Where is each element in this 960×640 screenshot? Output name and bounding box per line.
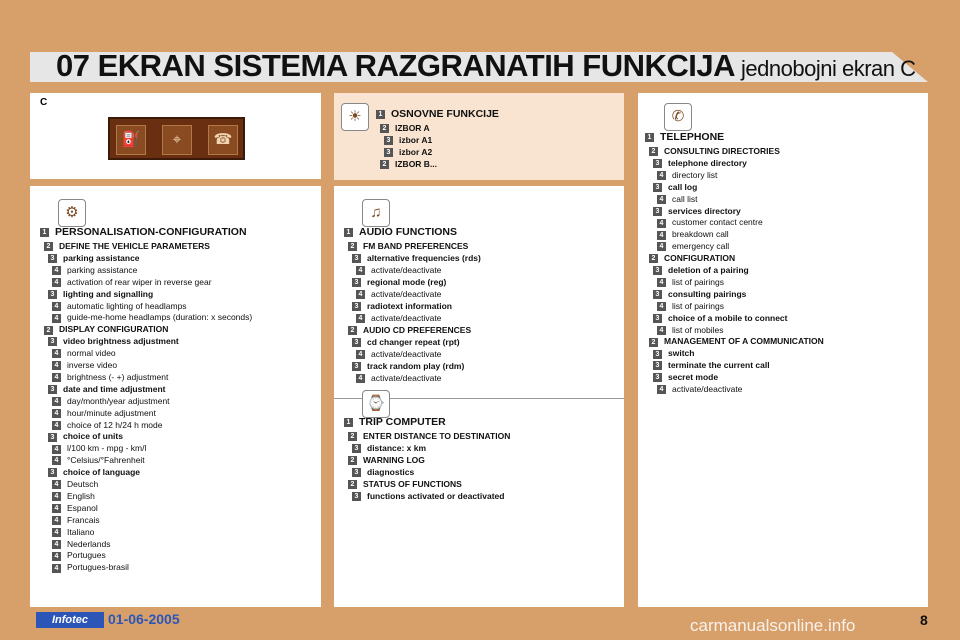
level-number-box: 3 — [352, 302, 361, 311]
item-label: activate/deactivate — [672, 384, 743, 394]
item-label: DEFINE THE VEHICLE PARAMETERS — [59, 241, 210, 251]
item-label: call list — [672, 193, 698, 204]
item-label: customer contact centre — [672, 217, 763, 228]
level-number-box: 4 — [52, 314, 61, 323]
level-number-box: 2 — [649, 147, 658, 156]
level-number-box: 4 — [52, 409, 61, 418]
personalisation-item — [52, 526, 94, 538]
item-label: Francais — [67, 514, 100, 525]
trip-item — [344, 416, 446, 428]
level-number-box: 3 — [653, 290, 662, 299]
telephone-item — [645, 131, 724, 143]
level-number-box: 3 — [384, 148, 393, 157]
level-number-box: 3 — [352, 254, 361, 263]
level-number-box: 3 — [352, 492, 361, 501]
personalisation-item — [52, 538, 110, 550]
level-number-box: 3 — [653, 183, 662, 192]
level-number-box: 3 — [352, 468, 361, 477]
item-label: choice of a mobile to connect — [668, 312, 788, 323]
item-label: ENTER DISTANCE TO DESTINATION — [363, 431, 511, 441]
audio-item — [356, 348, 441, 360]
page-title — [56, 48, 916, 84]
item-label: IZBOR B... — [395, 159, 438, 169]
mobile-phone-icon: ✆ — [664, 103, 692, 131]
item-label: English — [67, 490, 95, 501]
trip-item — [348, 430, 510, 442]
item-label: CONFIGURATION — [664, 253, 736, 264]
level-number-box: 3 — [352, 444, 361, 453]
audio-item — [352, 300, 452, 312]
item-label: secret mode — [668, 372, 719, 383]
item-label: deletion of a pairing — [668, 265, 749, 275]
telephone-item — [657, 240, 729, 252]
level-number-box: 4 — [657, 219, 666, 228]
level-number-box: 2 — [380, 124, 389, 133]
level-number-box: 4 — [356, 314, 365, 323]
level-number-box: 3 — [48, 337, 57, 346]
level-number-box: 2 — [44, 326, 53, 335]
page-number: 8 — [920, 612, 928, 628]
item-label: date and time adjustment — [63, 383, 166, 394]
personalisation-item — [48, 335, 179, 347]
item-label: regional mode (reg) — [367, 277, 447, 287]
level-number-box: 2 — [348, 456, 357, 465]
item-label: izbor A2 — [399, 147, 433, 157]
telephone-item — [653, 181, 697, 193]
item-label: izbor A1 — [399, 135, 433, 145]
infotec-logo: Infotec — [36, 612, 104, 628]
level-number-box: 3 — [48, 254, 57, 263]
audio-item — [352, 336, 460, 348]
telephone-item — [653, 347, 694, 359]
item-label: choice of units — [63, 431, 123, 442]
personalisation-item — [52, 359, 117, 371]
level-number-box: 4 — [52, 516, 61, 525]
item-label: brightness (- +) adjustment — [67, 371, 169, 382]
level-number-box: 4 — [52, 456, 61, 465]
audio-item — [356, 288, 441, 300]
telephone-item — [657, 383, 742, 395]
level-number-box: 2 — [348, 242, 357, 251]
personalisation-item — [52, 276, 212, 288]
item-label: activate/deactivate — [371, 313, 442, 323]
fuel-gauge-icon: ⛽ — [116, 125, 146, 155]
item-label: telephone directory — [668, 157, 747, 168]
item-label: PERSONALISATION-CONFIGURATION — [55, 226, 247, 238]
level-number-box: 4 — [657, 326, 666, 335]
audio-item — [352, 252, 481, 264]
item-label: directory list — [672, 169, 718, 180]
telephone-item — [657, 324, 724, 336]
personalisation-item — [52, 395, 170, 407]
personalisation-item — [52, 407, 156, 419]
level-number-box: 3 — [653, 350, 662, 359]
level-number-box: 2 — [348, 326, 357, 335]
item-label: TRIP COMPUTER — [359, 416, 446, 428]
item-label: OSNOVNE FUNKCIJE — [391, 108, 499, 120]
item-label: video brightness adjustment — [63, 336, 179, 347]
level-number-box: 4 — [52, 397, 61, 406]
title-main: 07 EKRAN SISTEMA RAZGRANATIH FUNKCIJA — [56, 48, 736, 83]
level-number-box: 3 — [48, 290, 57, 299]
item-label: IZBOR A — [395, 123, 430, 133]
level-number-box: 4 — [657, 242, 666, 251]
item-label: automatic lighting of headlamps — [67, 300, 187, 311]
item-label: Portugues — [67, 550, 106, 561]
level-number-box: 4 — [52, 540, 61, 549]
item-label: choice of language — [63, 467, 140, 478]
item-label: FM BAND PREFERENCES — [363, 241, 469, 251]
personalisation-item — [44, 240, 210, 252]
level-number-box: 3 — [653, 266, 662, 275]
personalisation-item — [52, 549, 106, 561]
telephone-item — [657, 216, 763, 228]
item-label: list of mobiles — [672, 324, 724, 335]
osnovne-panel — [334, 93, 624, 180]
level-number-box: 2 — [348, 432, 357, 441]
personalisation-item — [52, 478, 98, 490]
level-number-box: 3 — [352, 362, 361, 371]
screen-c-label: C — [40, 97, 48, 108]
item-label: MANAGEMENT OF A COMMUNICATION — [664, 336, 824, 347]
level-number-box: 4 — [52, 480, 61, 489]
level-number-box: 4 — [52, 564, 61, 573]
trip-computer-icon: ⌚ — [362, 390, 390, 418]
level-number-box: 4 — [52, 552, 61, 561]
item-label: °Celsius/°Fahrenheit — [67, 455, 145, 466]
trip-item — [348, 478, 462, 490]
level-number-box: 3 — [653, 314, 662, 323]
telephone-item — [653, 157, 747, 169]
level-number-box: 3 — [653, 361, 662, 370]
osnovne-item — [376, 108, 499, 120]
item-label: breakdown call — [672, 229, 729, 240]
telephone-item — [653, 312, 788, 324]
item-label: diagnostics — [367, 467, 415, 477]
level-number-box: 2 — [348, 480, 357, 489]
item-label: alternative frequencies (rds) — [367, 253, 481, 263]
telephone-item — [653, 288, 746, 300]
level-number-box: 4 — [52, 373, 61, 382]
level-number-box: 4 — [356, 350, 365, 359]
audio-item — [352, 360, 464, 372]
osnovne-item — [380, 122, 430, 134]
item-label: parking assistance — [63, 252, 140, 263]
item-label: terminate the current call — [668, 360, 770, 371]
telephone-item — [649, 252, 735, 264]
telephone-item — [657, 228, 729, 240]
level-number-box: 3 — [48, 433, 57, 442]
audio-item — [348, 324, 471, 336]
audio-item — [356, 312, 441, 324]
item-label: hour/minute adjustment — [67, 407, 156, 418]
item-label: parking assistance — [67, 264, 138, 275]
audio-item — [356, 264, 441, 276]
level-number-box: 4 — [52, 361, 61, 370]
level-number-box: 4 — [52, 349, 61, 358]
audio-item — [348, 240, 468, 252]
audio-item — [344, 226, 457, 238]
trip-item — [352, 466, 414, 478]
audio-item — [352, 276, 446, 288]
level-number-box: 4 — [356, 266, 365, 275]
telephone-item — [649, 335, 824, 347]
telephone-item — [653, 371, 718, 383]
personalisation-item — [52, 347, 116, 359]
osnovne-item — [384, 146, 432, 158]
level-number-box: 4 — [52, 528, 61, 537]
personalisation-item — [52, 514, 100, 526]
telephone-item — [653, 205, 741, 217]
level-number-box: 1 — [344, 418, 353, 427]
level-number-box: 4 — [657, 195, 666, 204]
personalisation-item — [52, 419, 162, 431]
item-label: activate/deactivate — [371, 373, 442, 383]
level-number-box: 4 — [657, 278, 666, 287]
item-label: Portugues-brasil — [67, 562, 129, 573]
audio-item — [356, 372, 441, 384]
item-label: choice of 12 h/24 h mode — [67, 419, 163, 430]
item-label: inverse video — [67, 360, 118, 370]
item-label: STATUS OF FUNCTIONS — [363, 479, 462, 489]
item-label: services directory — [668, 205, 741, 216]
level-number-box: 4 — [52, 266, 61, 275]
item-label: WARNING LOG — [363, 455, 425, 465]
telephone-item — [649, 145, 780, 157]
level-number-box: 4 — [356, 290, 365, 299]
item-label: Deutsch — [67, 479, 99, 489]
item-label: CONSULTING DIRECTORIES — [664, 146, 780, 156]
level-number-box: 4 — [52, 302, 61, 311]
item-label: radiotext information — [367, 301, 453, 311]
display-screen — [108, 117, 245, 160]
trip-item — [352, 490, 504, 502]
level-number-box: 3 — [653, 207, 662, 216]
item-label: switch — [668, 348, 695, 359]
level-number-box: 2 — [649, 338, 658, 347]
level-number-box: 4 — [657, 302, 666, 311]
trip-icon: ⌖ — [162, 125, 192, 155]
level-number-box: 4 — [657, 231, 666, 240]
personalisation-item — [52, 502, 98, 514]
level-number-box: 4 — [52, 504, 61, 513]
item-label: l/100 km - mpg - km/l — [67, 443, 147, 454]
level-number-box: 4 — [52, 445, 61, 454]
osnovne-item — [380, 158, 437, 170]
level-number-box: 3 — [48, 468, 57, 477]
item-label: list of pairings — [672, 300, 724, 311]
item-label: emergency call — [672, 241, 730, 252]
personalisation-item — [48, 288, 153, 300]
title-sub: jednobojni ekran C — [741, 56, 916, 81]
level-number-box: 1 — [40, 228, 49, 237]
level-number-box: 3 — [48, 385, 57, 394]
level-number-box: 4 — [657, 385, 666, 394]
level-number-box: 1 — [376, 110, 385, 119]
personalisation-item — [44, 323, 168, 335]
personalisation-item — [52, 442, 146, 454]
item-label: normal video — [67, 348, 116, 359]
item-label: day/month/year adjustment — [67, 395, 170, 406]
item-label: lighting and signalling — [63, 288, 154, 299]
level-number-box: 4 — [657, 171, 666, 180]
item-label: activate/deactivate — [371, 349, 442, 359]
personalisation-item — [52, 454, 145, 466]
phone-icon: ☎ — [208, 125, 238, 155]
telephone-item — [657, 276, 724, 288]
telephone-item — [657, 193, 698, 205]
item-label: DISPLAY CONFIGURATION — [59, 324, 169, 335]
item-label: track random play (rdm) — [367, 361, 465, 371]
item-label: TELEPHONE — [660, 131, 725, 143]
item-label: distance: x km — [367, 443, 427, 453]
item-label: Espanol — [67, 502, 98, 513]
item-label: activate/deactivate — [371, 289, 442, 299]
settings-icon: ⚙ — [58, 199, 86, 227]
radio-icon: ♫ — [362, 199, 390, 227]
personalisation-item — [48, 430, 123, 442]
level-number-box: 2 — [44, 242, 53, 251]
level-number-box: 4 — [52, 421, 61, 430]
item-label: Italiano — [67, 526, 95, 537]
level-number-box: 3 — [352, 278, 361, 287]
level-number-box: 4 — [52, 492, 61, 501]
item-label: activate/deactivate — [371, 265, 442, 275]
telephone-item — [657, 169, 717, 181]
item-label: AUDIO FUNCTIONS — [359, 226, 457, 238]
personalisation-item — [52, 311, 252, 323]
item-label: list of pairings — [672, 276, 724, 287]
personalisation-item — [48, 252, 140, 264]
item-label: call log — [668, 181, 698, 192]
item-label: AUDIO CD PREFERENCES — [363, 325, 472, 335]
level-number-box: 3 — [653, 159, 662, 168]
telephone-item — [657, 300, 724, 312]
level-number-box: 3 — [653, 373, 662, 382]
personalisation-item — [52, 264, 137, 276]
item-label: activation of rear wiper in reverse gear — [67, 276, 212, 287]
level-number-box: 2 — [380, 160, 389, 169]
trip-item — [352, 442, 426, 454]
telephone-item — [653, 359, 770, 371]
personalisation-item — [40, 226, 247, 238]
personalisation-item — [52, 490, 95, 502]
level-number-box: 4 — [356, 374, 365, 383]
watermark: carmanualsonline.info — [690, 616, 856, 635]
osnovne-item — [384, 134, 432, 146]
item-label: functions activated or deactivated — [367, 491, 505, 501]
personalisation-item — [52, 561, 129, 573]
personalisation-item — [48, 466, 140, 478]
telephone-item — [653, 264, 749, 276]
level-number-box: 2 — [649, 254, 658, 263]
footer-date: 01-06-2005 — [108, 611, 180, 627]
level-number-box: 1 — [344, 228, 353, 237]
personalisation-item — [52, 300, 187, 312]
level-number-box: 4 — [52, 278, 61, 287]
personalisation-item — [52, 371, 168, 383]
level-number-box: 3 — [352, 338, 361, 347]
level-number-box: 1 — [645, 133, 654, 142]
item-label: consulting pairings — [668, 288, 747, 299]
personalisation-item — [48, 383, 166, 395]
item-label: Nederlands — [67, 538, 111, 549]
item-label: guide-me-home headlamps (duration: x seconds) — [67, 312, 253, 323]
sun-icon: ☀ — [341, 103, 369, 131]
level-number-box: 3 — [384, 136, 393, 145]
trip-item — [348, 454, 425, 466]
item-label: cd changer repeat (rpt) — [367, 337, 460, 347]
